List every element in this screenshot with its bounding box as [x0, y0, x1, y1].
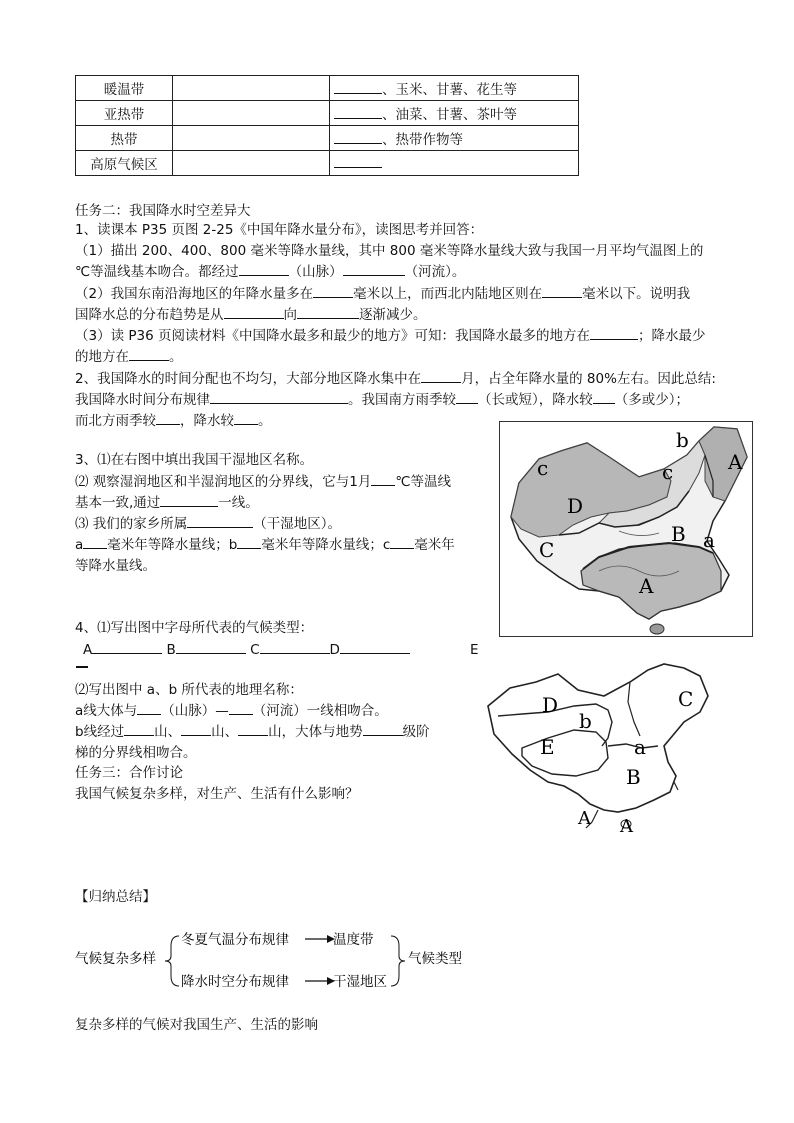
blank-field[interactable] — [234, 412, 258, 425]
blank-field[interactable] — [176, 641, 246, 654]
map2-label: a — [634, 735, 646, 759]
blank-field[interactable] — [593, 391, 615, 404]
blank-field[interactable] — [371, 473, 395, 486]
answer-cell[interactable] — [173, 76, 330, 101]
left-brace-icon — [165, 936, 179, 986]
blank-field[interactable] — [76, 666, 88, 668]
blank-field[interactable] — [334, 106, 382, 119]
dry-wet-regions-map — [499, 421, 753, 637]
zone-cell: 热带 — [76, 126, 173, 151]
question-1-1a: （1）描出 200、400、800 毫米等降水量线，其中 800 毫米等降水量线大致与我国一月平均气温图上的 — [75, 243, 704, 259]
table-row — [76, 101, 579, 126]
summary-root: 气候复杂多样 — [75, 951, 156, 967]
summary-branch2: 降水时空分布规律 — [181, 974, 289, 990]
blank-field[interactable] — [124, 723, 154, 736]
summary-branch1-result: 温度带 — [333, 932, 374, 948]
question-4-2: ⑵写出图中 a、b 所代表的地理名称： — [75, 682, 303, 698]
map1-label: A — [728, 450, 743, 474]
task3-question: 我国气候复杂多样，对生产、生活有什么影响？ — [75, 786, 359, 802]
question-3-2a: ⑵ 观察湿润地区和半湿润地区的分界线，它与1月 ℃等温线 — [75, 474, 452, 490]
question-4-letters: A B C D — [83, 640, 410, 660]
zone-cell: 暖温带 — [76, 76, 173, 101]
question-1-2b: 国降水总的分布趋势是从 向 逐渐减少。 — [75, 307, 427, 323]
question-1: 1、读课本 P35 页图 2-25《中国年降水量分布》，读图思考并回答： — [75, 222, 484, 238]
blank-field[interactable] — [156, 412, 180, 425]
question-4-b: b线经过 山、 山、 山，大体与地势 级阶 — [75, 724, 430, 740]
map1-label: a — [703, 528, 715, 552]
blank-field[interactable] — [237, 536, 261, 549]
answer-cell[interactable] — [173, 151, 330, 176]
china-outline — [488, 664, 708, 812]
table-row — [76, 151, 579, 176]
task3-title: 任务三：合作讨论 — [75, 765, 183, 781]
blank-field[interactable] — [421, 370, 461, 383]
blank-field[interactable] — [334, 81, 382, 94]
blank-field[interactable] — [92, 641, 162, 654]
blank-field[interactable] — [590, 327, 638, 340]
blank-field[interactable] — [340, 641, 410, 654]
question-3-4e: 等降水量线。 — [75, 558, 156, 574]
question-3-4: a 毫米年等降水量线；b 毫米年等降水量线；c 毫米年 — [75, 537, 455, 553]
question-3-2b: 基本一致,通过 一线。 — [75, 495, 259, 511]
hainan-island — [650, 624, 664, 634]
blank-field[interactable] — [343, 263, 405, 276]
blank-field[interactable] — [542, 285, 582, 298]
crops-cell: 、热带作物等 — [330, 126, 579, 151]
temperature-zone-table — [75, 75, 579, 176]
zone-cell: 亚热带 — [76, 101, 173, 126]
blank-field[interactable] — [83, 536, 107, 549]
zone-cell: 高原气候区 — [76, 151, 173, 176]
blank-field[interactable] — [187, 515, 253, 528]
blank-field[interactable] — [390, 536, 414, 549]
map2-label: C — [678, 687, 694, 711]
map2-label: b — [579, 709, 592, 733]
answer-cell[interactable] — [173, 101, 330, 126]
question-3-3: ⑶ 我们的家乡所属 （干湿地区）。 — [75, 516, 342, 532]
summary-branch2-result: 干湿地区 — [333, 974, 387, 990]
blank-field[interactable] — [181, 723, 211, 736]
blank-field[interactable] — [137, 702, 161, 715]
taiwan-island — [674, 782, 678, 790]
blank-field[interactable] — [160, 494, 218, 507]
summary-branch1: 冬夏气温分布规律 — [181, 932, 289, 948]
map2-label: D — [542, 693, 559, 717]
crops-cell: 、油菜、甘薯、茶叶等 — [330, 101, 579, 126]
question-2b: 我国降水时间分布规律 。我国南方雨季较 （长或短），降水较 （多或少）； — [75, 392, 689, 408]
question-4-1: 4、⑴写出图中字母所代表的气候类型： — [75, 620, 314, 636]
summary-footer: 复杂多样的气候对我国生产、生活的影响 — [75, 1017, 318, 1033]
question-1-3a: （3）读 P36 页阅读材料《中国降水最多和最少的地方》可知：我国降水最多的地方在 ；降水最少 — [75, 328, 706, 344]
question-3-1: 3、⑴在右图中填出我国干湿地区名称。 — [75, 452, 314, 468]
map1-label: A — [639, 574, 654, 598]
map2-label: E — [540, 735, 555, 759]
blank-field[interactable] — [313, 285, 353, 298]
blank-field[interactable] — [334, 155, 382, 168]
map1-label: D — [567, 494, 584, 518]
blank-field[interactable] — [334, 131, 382, 144]
summary-combined: 气候类型 — [408, 951, 462, 967]
question-2c: 而北方雨季较 ，降水较 。 — [75, 413, 272, 429]
blank-field[interactable] — [239, 263, 289, 276]
blank-field[interactable] — [260, 641, 330, 654]
map1-label: B — [671, 522, 686, 546]
right-brace-icon — [391, 936, 405, 986]
answer-cell[interactable] — [173, 126, 330, 151]
question-4-letter-e: E — [470, 642, 479, 658]
blank-field[interactable] — [456, 391, 478, 404]
summary-title: 【归纳总结】 — [75, 889, 156, 905]
question-1-3b: 的地方在 。 — [75, 349, 183, 365]
question-4-a: a线大体与 （山脉）— （河流）一线相吻合。 — [75, 703, 388, 719]
blank-field[interactable] — [210, 391, 348, 404]
task2-title: 任务二：我国降水时空差异大 — [75, 203, 251, 219]
climate-types-map — [478, 662, 728, 834]
map1-label: c — [537, 456, 549, 480]
blank-field[interactable] — [363, 723, 403, 736]
map2-label: B — [626, 765, 641, 789]
map2-label: A — [620, 816, 633, 834]
question-4-b-line2: 梯的分界线相吻合。 — [75, 745, 197, 761]
blank-field[interactable] — [129, 348, 169, 361]
crops-cell: 、玉米、甘薯、花生等 — [330, 76, 579, 101]
blank-field[interactable] — [238, 723, 268, 736]
question-1-1b: ℃等温线基本吻合。都经过 （山脉） （河流）。 — [75, 264, 466, 280]
table-row — [76, 126, 579, 151]
summary-diagram — [75, 922, 475, 1002]
blank-field[interactable] — [224, 306, 284, 319]
map1-label: c — [662, 460, 674, 484]
map2-label: A — [578, 808, 591, 829]
question-2a: 2、我国降水的时间分配也不均匀，大部分地区降水集中在 月，占全年降水量的 80%左右。因此总结: — [75, 371, 716, 387]
question-1-2a: （2）我国东南沿海地区的年降水量多在 毫米以上，而西北内陆地区则在 毫米以下。说明我 — [75, 286, 691, 302]
blank-field[interactable] — [229, 702, 253, 715]
blank-field[interactable] — [297, 306, 359, 319]
crops-cell — [330, 151, 579, 176]
map1-label: b — [676, 428, 689, 452]
map1-label: C — [539, 538, 555, 562]
table-row — [76, 76, 579, 101]
